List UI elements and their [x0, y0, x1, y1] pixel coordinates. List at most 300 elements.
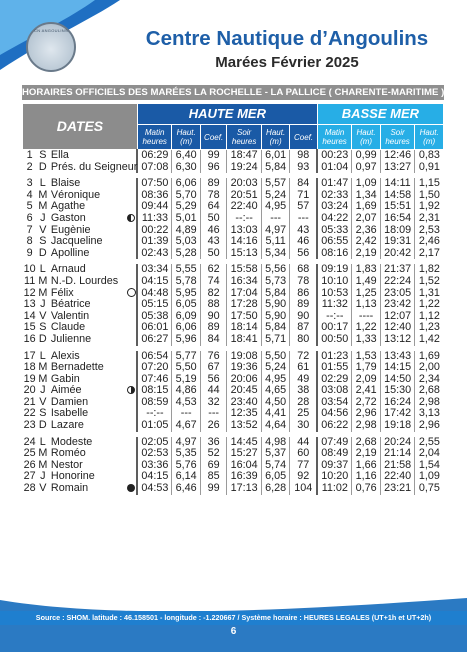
tide-row	[23, 334, 444, 346]
bm-evening-height: 2,34	[415, 374, 444, 386]
bm-morning-time: 03:24	[317, 201, 352, 213]
moon-phase	[126, 201, 137, 213]
logo-text: CN ANGOULINS	[34, 28, 68, 33]
hm-morning-coef: 67	[200, 362, 226, 374]
full-moon-icon	[127, 484, 135, 492]
hm-morning-coef: 99	[200, 483, 226, 495]
hm-matin-header: Matin heures	[137, 125, 172, 150]
haute-mer-header: HAUTE MER	[137, 104, 317, 125]
dates-header: DATES	[23, 104, 138, 150]
day-number: 7	[26, 223, 33, 236]
new-moon-icon	[127, 288, 136, 297]
hm-evening-height: 4,65	[261, 385, 289, 397]
hm-evening-coef: 46	[290, 236, 317, 248]
moon-phase	[126, 236, 137, 248]
hm-evening-coef: 57	[290, 201, 317, 213]
bm-evening-height: 1,69	[415, 351, 444, 363]
bm-evening-time: 16:54	[380, 213, 415, 225]
tide-row	[23, 420, 444, 432]
bm-evening-height: 3,13	[415, 408, 444, 420]
bm-morning-time: 10:10	[317, 276, 352, 288]
bm-evening-time: 16:24	[380, 397, 415, 409]
hm-evening-time: 14:45	[227, 437, 262, 449]
day-letter: S	[39, 407, 47, 420]
moon-phase	[126, 264, 137, 276]
moon-phase	[126, 448, 137, 460]
hm-evening-coef: ---	[290, 213, 317, 225]
bm-evening-time: 23:21	[380, 483, 415, 495]
bm-morning-time: 05:33	[317, 225, 352, 237]
hm-morning-time: 04:53	[137, 483, 172, 495]
day-letter: L	[39, 349, 46, 362]
day-number: 11	[24, 274, 36, 287]
hm-evening-coef: 61	[290, 362, 317, 374]
day-number: 10	[23, 263, 36, 276]
hm-evening-coef: 86	[290, 288, 317, 300]
day-number: 27	[23, 470, 36, 483]
bm-evening-time: 12:40	[380, 322, 415, 334]
bm-evening-height: 1,23	[415, 322, 444, 334]
bm-morning-height: 0,99	[352, 150, 380, 162]
saint-name: Félix	[50, 286, 74, 299]
bm-morning-time: 10:20	[317, 471, 352, 483]
bm-evening-time: 14:50	[380, 374, 415, 386]
hm-morning-time: 04:48	[137, 288, 172, 300]
hm-evening-time: 16:39	[227, 471, 262, 483]
day-number: 2	[26, 160, 33, 173]
bm-morning-height: 2,19	[352, 248, 380, 260]
hm-morning-coef: 26	[200, 420, 226, 432]
bm-morning-height: 1,09	[352, 178, 380, 190]
day-letter: D	[38, 160, 47, 173]
day-number: 17	[23, 349, 36, 362]
day-letter: V	[39, 395, 47, 408]
hm-morning-height: 4,53	[172, 397, 200, 409]
day-number: 26	[23, 458, 36, 471]
hm-evening-height: 5,74	[261, 460, 289, 472]
saint-name: Jacqueline	[50, 235, 103, 248]
hm-morning-time: 06:27	[137, 334, 172, 346]
page-number: 6	[230, 626, 237, 637]
bm-morning-height: 1,25	[352, 288, 380, 300]
hm-evening-height: 5,84	[261, 322, 289, 334]
moon-phase	[126, 483, 137, 495]
bm-evening-height: 2,46	[415, 236, 444, 248]
hm-morning-coef: 78	[200, 190, 226, 202]
bm-morning-height: 1,83	[352, 264, 380, 276]
page-subtitle: Marées Février 2025	[215, 54, 359, 71]
hm-evening-height: 4,50	[261, 397, 289, 409]
hm-morning-time: 02:43	[137, 248, 172, 260]
hm-evening-coef: 49	[290, 374, 317, 386]
hm-evening-time: 13:52	[227, 420, 262, 432]
hm-evening-height: ---	[261, 213, 289, 225]
hm-morning-height: ---	[172, 408, 200, 420]
hm-evening-height: 5,71	[261, 334, 289, 346]
hm-evening-time: 20:03	[227, 178, 262, 190]
day-letter: V	[39, 223, 47, 236]
bm-evening-time: 13:12	[380, 334, 415, 346]
day-letter: M	[38, 188, 48, 201]
saint-name: Claude	[50, 321, 86, 334]
saint-name: Bernadette	[50, 361, 104, 374]
day-number: 9	[26, 246, 33, 259]
bm-morning-time: 01:55	[317, 362, 352, 374]
moon-phase	[126, 178, 137, 190]
bm-evening-time: 15:30	[380, 385, 415, 397]
hm-morning-height: 5,35	[172, 448, 200, 460]
quarter-moon-icon	[127, 214, 135, 222]
hm-morning-height: 6,06	[172, 178, 200, 190]
hm-morning-coef: 50	[200, 213, 226, 225]
bm-morning-height: 2,41	[352, 385, 380, 397]
saint-name: Nestor	[50, 458, 83, 471]
tide-row	[23, 276, 444, 288]
moon-phase	[126, 437, 137, 449]
hm-morning-coef: 89	[200, 178, 226, 190]
bm-morning-height: 1,79	[352, 362, 380, 374]
bm-morning-time: 02:29	[317, 374, 352, 386]
day-letter: D	[38, 332, 47, 345]
hm-morning-coef: 90	[200, 311, 226, 323]
day-letter: J	[40, 470, 46, 483]
hm-morning-coef: 84	[200, 334, 226, 346]
bm-evening-height: 1,09	[415, 471, 444, 483]
saint-name: Eugènie	[50, 223, 91, 236]
day-number: 1	[26, 149, 33, 161]
day-letter: M	[38, 274, 48, 287]
day-number: 22	[23, 407, 36, 420]
bm-morning-time: 03:08	[317, 385, 352, 397]
hm-morning-time: 06:29	[137, 150, 172, 162]
bm-evening-height: 0,75	[415, 483, 444, 495]
hm-morning-coef: 99	[200, 150, 226, 162]
moon-phase	[126, 225, 137, 237]
day-letter: D	[38, 419, 47, 432]
hm-evening-coef: 104	[290, 483, 317, 495]
day-number: 13	[23, 298, 36, 311]
hm-morning-time: 01:05	[137, 420, 172, 432]
saint-name: Béatrice	[50, 298, 91, 311]
bm-evening-time: 17:42	[380, 408, 415, 420]
tide-row	[23, 162, 444, 174]
bm-evening-time: 21:14	[380, 448, 415, 460]
day-letter: V	[39, 309, 47, 322]
hm-evening-height: 4,97	[261, 225, 289, 237]
bm-evening-time: 21:37	[380, 264, 415, 276]
day-number: 28	[23, 482, 36, 495]
hm-morning-coef: 89	[200, 322, 226, 334]
day-number: 23	[23, 419, 36, 432]
hm-morning-time: 08:15	[137, 385, 172, 397]
hm-evening-time: 16:34	[227, 276, 262, 288]
moon-phase	[126, 408, 137, 420]
hm-morning-time: 11:33	[137, 213, 172, 225]
bm-morning-height: 1,34	[352, 190, 380, 202]
bm-haut-header: Haut. (m)	[352, 125, 380, 150]
bm-haut-soir-header: Haut. (m)	[415, 125, 444, 150]
tide-table	[22, 103, 444, 495]
hm-evening-time: 15:13	[227, 248, 262, 260]
page-title: Centre Nautique d’Angoulins	[145, 27, 429, 50]
hm-evening-height: 5,73	[261, 276, 289, 288]
bm-morning-time: 04:22	[317, 213, 352, 225]
bm-morning-height: 2,36	[352, 225, 380, 237]
hm-morning-time: 03:34	[137, 264, 172, 276]
bm-morning-height: 2,19	[352, 448, 380, 460]
hm-evening-height: 4,41	[261, 408, 289, 420]
bm-morning-time: 02:33	[317, 190, 352, 202]
hm-morning-height: 4,67	[172, 420, 200, 432]
moon-phase	[126, 460, 137, 472]
day-number: 6	[26, 211, 33, 224]
hm-evening-coef: 43	[290, 225, 317, 237]
saint-name: Aimée	[50, 384, 82, 397]
moon-phase	[126, 334, 137, 346]
hm-morning-coef: 62	[200, 264, 226, 276]
hm-morning-coef: 46	[200, 225, 226, 237]
hm-evening-coef: 78	[290, 276, 317, 288]
club-logo	[26, 22, 76, 72]
hm-morning-height: 5,28	[172, 248, 200, 260]
hm-evening-height: 5,50	[261, 351, 289, 363]
hm-morning-time: 06:54	[137, 351, 172, 363]
saint-name: Julienne	[50, 332, 92, 345]
bm-evening-time: 20:24	[380, 437, 415, 449]
hm-evening-coef: 89	[290, 299, 317, 311]
bm-morning-time: 09:37	[317, 460, 352, 472]
hm-evening-time: 15:27	[227, 448, 262, 460]
moon-phase	[126, 248, 137, 260]
hm-morning-height: 6,30	[172, 162, 200, 174]
moon-phase	[126, 385, 137, 397]
hm-evening-coef: 71	[290, 190, 317, 202]
hm-evening-height: 4,95	[261, 201, 289, 213]
tide-row	[23, 248, 444, 260]
moon-phase	[126, 311, 137, 323]
bm-evening-height: 2,55	[415, 437, 444, 449]
day-letter: M	[38, 447, 48, 460]
bm-morning-time: 04:56	[317, 408, 352, 420]
moon-phase	[126, 397, 137, 409]
hm-evening-coef: 90	[290, 311, 317, 323]
saint-name: Modeste	[50, 435, 93, 448]
bm-evening-height: 2,31	[415, 213, 444, 225]
bm-soir-header: Soir heures	[380, 125, 415, 150]
hm-evening-height: 5,57	[261, 178, 289, 190]
hm-evening-height: 5,84	[261, 288, 289, 300]
hm-morning-coef: 56	[200, 374, 226, 386]
bm-morning-time: 08:49	[317, 448, 352, 460]
hm-morning-time: 08:59	[137, 397, 172, 409]
bm-evening-time: 20:42	[380, 248, 415, 260]
hm-morning-time: 01:39	[137, 236, 172, 248]
bm-evening-time: 22:40	[380, 471, 415, 483]
hm-morning-height: 6,09	[172, 311, 200, 323]
hm-evening-time: 22:40	[227, 201, 262, 213]
bm-evening-height: 2,98	[415, 397, 444, 409]
quarter-moon-icon	[127, 386, 135, 394]
tide-row	[23, 236, 444, 248]
bm-morning-time: 03:54	[317, 397, 352, 409]
saint-name: Véronique	[50, 188, 101, 201]
hm-haut-header: Haut. (m)	[172, 125, 200, 150]
bm-evening-height: 1,82	[415, 264, 444, 276]
bm-morning-height: 1,69	[352, 201, 380, 213]
hm-evening-time: 14:16	[227, 236, 262, 248]
day-number: 21	[23, 395, 36, 408]
hm-evening-height: 5,11	[261, 236, 289, 248]
hm-evening-time: 15:58	[227, 264, 262, 276]
hm-morning-time: 04:15	[137, 276, 172, 288]
hm-morning-coef: 32	[200, 397, 226, 409]
bm-matin-header: Matin heures	[317, 125, 352, 150]
bm-morning-height: 2,09	[352, 374, 380, 386]
hm-evening-height: 4,98	[261, 437, 289, 449]
hm-evening-time: 18:41	[227, 334, 262, 346]
moon-phase	[126, 362, 137, 374]
hm-evening-height: 4,64	[261, 420, 289, 432]
bm-evening-height: 2,96	[415, 420, 444, 432]
hm-evening-time: 20:06	[227, 374, 262, 386]
hm-morning-time: 00:22	[137, 225, 172, 237]
day-letter: S	[39, 235, 47, 248]
saint-name: Valentin	[50, 309, 90, 322]
hm-morning-time: 07:20	[137, 362, 172, 374]
bm-morning-height: 2,98	[352, 420, 380, 432]
hm-evening-coef: 28	[290, 397, 317, 409]
bm-evening-time: 13:43	[380, 351, 415, 363]
saint-name: Agathe	[50, 200, 86, 213]
bm-morning-height: 1,53	[352, 351, 380, 363]
hm-haut-soir-header: Haut. (m)	[261, 125, 289, 150]
hm-evening-time: 23:40	[227, 397, 262, 409]
bm-evening-height: 1,50	[415, 190, 444, 202]
bm-morning-height: 1,16	[352, 471, 380, 483]
hm-morning-height: 5,76	[172, 460, 200, 472]
day-number: 18	[23, 361, 36, 374]
bm-morning-time: 00:50	[317, 334, 352, 346]
hm-evening-time: 17:28	[227, 299, 262, 311]
hm-evening-coef: 84	[290, 178, 317, 190]
bm-morning-height: ----	[352, 311, 380, 323]
hm-morning-time: 05:15	[137, 299, 172, 311]
hm-morning-height: 5,95	[172, 288, 200, 300]
bm-evening-height: 2,04	[415, 448, 444, 460]
bm-evening-height: 1,42	[415, 334, 444, 346]
hm-evening-coef: 60	[290, 448, 317, 460]
bm-morning-height: 0,97	[352, 162, 380, 174]
hm-morning-height: 5,78	[172, 276, 200, 288]
hm-evening-height: 5,24	[261, 190, 289, 202]
tide-row	[23, 483, 444, 495]
bm-morning-time: 11:02	[317, 483, 352, 495]
hm-morning-height: 5,29	[172, 201, 200, 213]
saint-name: Apolline	[50, 246, 90, 259]
day-number: 19	[23, 372, 36, 385]
hm-morning-coef: ---	[200, 408, 226, 420]
tide-table-body	[23, 150, 444, 495]
bm-morning-time: 00:23	[317, 150, 352, 162]
hm-morning-height: 6,14	[172, 471, 200, 483]
basse-mer-header: BASSE MER	[317, 104, 443, 125]
hm-morning-coef: 88	[200, 299, 226, 311]
bm-morning-time: 01:04	[317, 162, 352, 174]
hm-evening-coef: 25	[290, 408, 317, 420]
bm-evening-height: 2,53	[415, 225, 444, 237]
bm-evening-time: 15:51	[380, 201, 415, 213]
bm-evening-height: 2,68	[415, 385, 444, 397]
hm-morning-coef: 85	[200, 471, 226, 483]
hm-morning-time: 05:38	[137, 311, 172, 323]
hm-morning-height: 5,96	[172, 334, 200, 346]
hm-morning-coef: 36	[200, 437, 226, 449]
bm-morning-height: 2,42	[352, 236, 380, 248]
hm-evening-coef: 30	[290, 420, 317, 432]
hm-evening-coef: 38	[290, 385, 317, 397]
hm-morning-height: 5,50	[172, 362, 200, 374]
hm-morning-coef: 76	[200, 351, 226, 363]
saint-name: Ella	[50, 149, 69, 161]
hm-morning-time: --:--	[137, 408, 172, 420]
saint-name: Romain	[50, 482, 89, 495]
day-letter: S	[39, 321, 47, 334]
hm-evening-coef: 72	[290, 351, 317, 363]
bm-morning-time: --:--	[317, 311, 352, 323]
hm-morning-time: 02:05	[137, 437, 172, 449]
hm-evening-time: 19:36	[227, 362, 262, 374]
bm-evening-time: 12:46	[380, 150, 415, 162]
day-letter: L	[39, 435, 46, 448]
day-number: 8	[26, 235, 33, 248]
day-letter: D	[38, 246, 47, 259]
hm-morning-height: 4,86	[172, 385, 200, 397]
hm-coef-soir-header: Coef.	[290, 125, 317, 150]
bm-morning-height: 1,49	[352, 276, 380, 288]
bm-evening-height: 1,12	[415, 311, 444, 323]
hm-evening-coef: 44	[290, 437, 317, 449]
tide-row	[23, 150, 444, 162]
hm-morning-height: 6,40	[172, 150, 200, 162]
bm-morning-time: 00:17	[317, 322, 352, 334]
moon-phase	[126, 351, 137, 363]
bm-evening-height: 1,92	[415, 201, 444, 213]
hm-evening-time: 17:50	[227, 311, 262, 323]
hm-evening-time: 18:14	[227, 322, 262, 334]
bm-morning-time: 09:19	[317, 264, 352, 276]
day-letter: M	[38, 286, 48, 299]
tide-row	[23, 362, 444, 374]
hm-evening-coef: 87	[290, 322, 317, 334]
saint-name: Damien	[50, 395, 89, 408]
saint-name: Blaise	[50, 177, 81, 190]
hm-morning-time: 09:44	[137, 201, 172, 213]
moon-phase	[126, 190, 137, 202]
bm-evening-time: 14:11	[380, 178, 415, 190]
hm-evening-time: 20:45	[227, 385, 262, 397]
tide-row	[23, 213, 444, 225]
bm-evening-height: 1,31	[415, 288, 444, 300]
bm-evening-height: 0,91	[415, 162, 444, 174]
saint-name: Roméo	[50, 447, 86, 460]
bm-morning-time: 11:32	[317, 299, 352, 311]
hm-morning-coef: 50	[200, 248, 226, 260]
day-number: 15	[23, 321, 36, 334]
bm-evening-height: 2,17	[415, 248, 444, 260]
hm-evening-height: 5,34	[261, 248, 289, 260]
hm-evening-height: 5,84	[261, 162, 289, 174]
hm-evening-time: 19:08	[227, 351, 262, 363]
